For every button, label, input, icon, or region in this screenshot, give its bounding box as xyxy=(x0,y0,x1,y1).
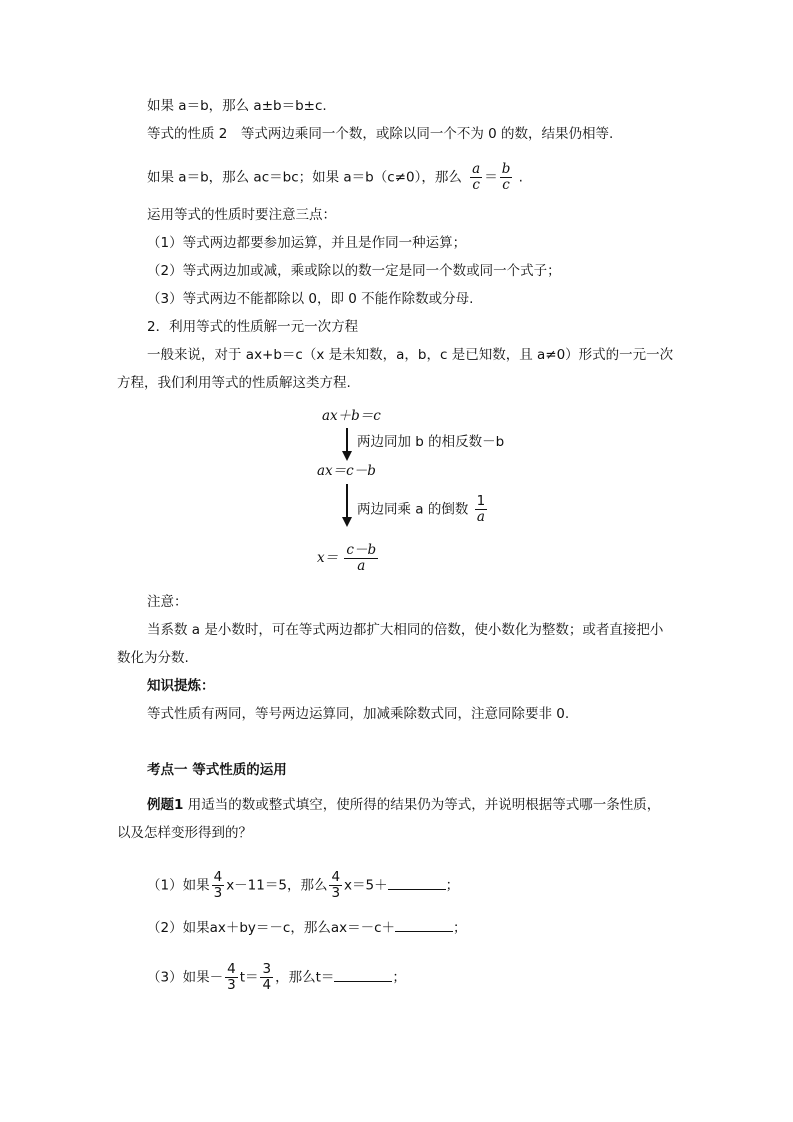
flow-equation-2: ax＝c－b xyxy=(317,463,376,479)
section-heading: 2．利用等式的性质解一元一次方程 xyxy=(147,319,359,335)
flow-step-1: 两边同加 b 的相反数－b xyxy=(357,434,505,450)
fraction-denominator: 3 xyxy=(213,885,223,901)
summary-label: 知识提炼： xyxy=(147,678,215,694)
property2-example xyxy=(147,162,523,193)
fraction-four-thirds xyxy=(225,962,238,993)
answer-blank-2[interactable] xyxy=(395,919,453,932)
fraction-denominator: 3 xyxy=(227,977,236,993)
fraction-denominator: a xyxy=(476,509,485,525)
fraction-three-fourths xyxy=(260,962,273,993)
attention-intro: 运用等式的性质时要注意三点： xyxy=(147,207,336,223)
question-2-end: ； xyxy=(453,920,467,936)
fraction-b-over-c xyxy=(500,162,513,193)
kaodian-title: 考点一 等式性质的运用 xyxy=(147,762,287,778)
fraction-numerator: 3 xyxy=(262,961,272,977)
fraction-a-over-c xyxy=(470,162,482,193)
fraction-denominator: 3 xyxy=(331,885,341,901)
flow-step-2-text: 两边同乘 a 的倒数 xyxy=(357,501,469,518)
attention-point-1: （1）等式两边都要参加运算，并且是作同一种运算； xyxy=(147,235,467,251)
note-line-1: 当系数 a 是小数时，可在等式两边都扩大相同的倍数，使小数化为整数；或者直接把小 xyxy=(147,622,664,638)
fraction-denominator: c xyxy=(472,177,480,193)
note-line-2: 数化为分数. xyxy=(117,650,189,666)
section-paragraph-line1: 一般来说，对于 ax+b＝c（x 是未知数，a，b，c 是已知数，且 a≠0）形式的一元一次 xyxy=(147,347,674,363)
flow-equation-3 xyxy=(317,543,380,574)
flow-step-2 xyxy=(357,494,489,525)
property1-example: 如果 a＝b，那么 a±b＝b±c. xyxy=(147,98,327,114)
question-3-mid: t＝ xyxy=(239,969,259,986)
fraction-numerator: 1 xyxy=(476,493,486,509)
fraction-numerator: b xyxy=(501,161,511,177)
fraction-four-thirds xyxy=(329,870,342,901)
answer-blank-1[interactable] xyxy=(388,877,446,890)
equals-sign: ＝ xyxy=(484,169,498,186)
question-3-prefix: （3）如果－ xyxy=(147,969,224,986)
question-1-rest: x＝5＋ xyxy=(344,877,388,894)
question-1-mid: x－11＝5，那么 xyxy=(226,877,328,894)
question-2-text: （2）如果ax＋by＝－c，那么ax＝－c＋ xyxy=(147,920,396,936)
property2-example-text: 如果 a＝b，那么 ac＝bc；如果 a＝b（c≠0），那么 xyxy=(147,169,462,186)
answer-blank-3[interactable] xyxy=(334,969,392,982)
flow-arrow-2-icon xyxy=(342,517,352,527)
property2-statement: 等式的性质 2 等式两边乘同一个数，或除以同一个不为 0 的数，结果仍相等. xyxy=(147,126,614,142)
example1-line1 xyxy=(147,795,660,815)
question-3 xyxy=(147,962,406,993)
example1-text: 用适当的数或整式填空，使所得的结果仍为等式，并说明根据等式哪一条性质， xyxy=(187,797,661,813)
question-1 xyxy=(147,870,459,901)
fraction-numerator: 4 xyxy=(227,961,236,977)
fraction-denominator: c xyxy=(502,177,510,193)
fraction-one-over-a xyxy=(475,494,488,525)
question-1-prefix: （1）如果 xyxy=(147,877,210,894)
flow-arrow-1-icon xyxy=(342,451,352,461)
fraction-numerator: c－b xyxy=(346,542,377,558)
fraction-denominator: 4 xyxy=(262,977,272,993)
fraction-numerator: a xyxy=(472,161,481,177)
example1-line2: 以及怎样变形得到的？ xyxy=(117,825,252,841)
fraction-four-thirds xyxy=(212,870,225,901)
sentence-end: . xyxy=(518,169,523,186)
section-paragraph-line2: 方程，我们利用等式的性质解这类方程. xyxy=(117,375,351,391)
flow-equation-3-lhs: x＝ xyxy=(317,550,339,566)
question-1-end: ； xyxy=(445,877,460,894)
question-2 xyxy=(147,918,467,938)
note-label: 注意： xyxy=(147,594,188,610)
flow-arrow-2-shaft xyxy=(346,484,348,520)
flow-equation-1: ax＋b＝c xyxy=(322,408,381,424)
question-3-rest: ，那么t＝ xyxy=(275,969,335,986)
example1-label: 例题1 xyxy=(147,797,184,813)
fraction-numerator: 4 xyxy=(331,869,341,885)
question-3-end: ； xyxy=(392,969,406,986)
attention-point-3: （3）等式两边不能都除以 0，即 0 不能作除数或分母. xyxy=(147,291,474,307)
fraction-numerator: 4 xyxy=(213,869,223,885)
attention-point-2: （2）等式两边加或减，乘或除以的数一定是同一个数或同一个式子； xyxy=(147,263,561,279)
fraction-denominator: a xyxy=(357,558,366,574)
fraction-c-minus-b-over-a xyxy=(344,543,378,574)
summary-text: 等式性质有两同，等号两边运算同，加减乘除数式同，注意同除要非 0. xyxy=(147,706,570,722)
